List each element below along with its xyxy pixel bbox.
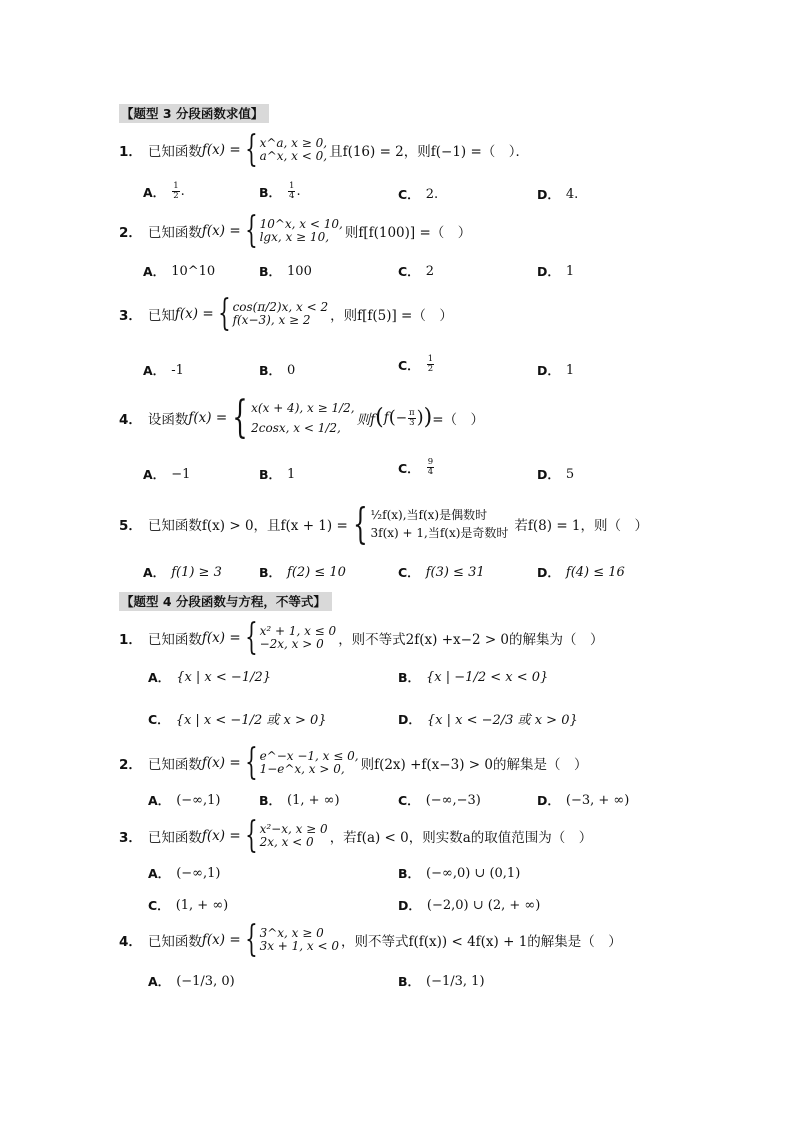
question-s4-2 — [119, 742, 588, 783]
question-prefix: 已知函数 — [147, 632, 202, 648]
option-a — [143, 563, 222, 581]
function-name: f(x) = — [201, 142, 241, 158]
option-d — [537, 361, 574, 379]
option-value: 1 — [287, 466, 296, 482]
question-number: 1． — [119, 144, 142, 160]
question-suffix: ，则不等式f(f(x)) < 4f(x) + 1的解集是（ ） — [341, 934, 622, 950]
fraction — [427, 458, 434, 477]
option-value: {x | x < −1/2 或 x > 0} — [175, 713, 327, 728]
numerator: 1 — [289, 181, 295, 191]
option-b — [398, 864, 520, 882]
option-d — [537, 465, 574, 483]
numerator: 9 — [427, 457, 434, 467]
question-suffix: 则f[f(100)] =（ ） — [344, 225, 472, 241]
option-b — [259, 791, 340, 809]
option-label: B． — [259, 264, 282, 279]
option-label: C． — [398, 460, 420, 476]
piece-row-1: cos(π/2)x, x < 2 — [232, 300, 329, 314]
question-suffix: 则f(2x) +f(x−3) > 0的解集是（ ） — [360, 757, 588, 773]
piece-row-2: 2cosx, x < 1/2, — [251, 421, 341, 435]
option-value: (1, + ∞) — [175, 897, 229, 913]
option-value: (−∞,0) ∪ (0,1) — [426, 865, 521, 881]
option-c — [398, 791, 481, 809]
question-prefix: 已知函数 — [147, 830, 202, 846]
option-c — [148, 709, 327, 728]
fraction — [427, 355, 434, 374]
denominator: 2 — [427, 364, 434, 374]
option-value: {x | x < −1/2} — [176, 669, 272, 685]
option-value: 100 — [287, 263, 312, 279]
question-2 — [119, 210, 472, 251]
option-c — [398, 185, 438, 203]
piece-row-1: x(x + 4), x ≥ 1/2, — [251, 401, 355, 415]
inner-right-paren: ) — [416, 407, 424, 428]
option-label: A． — [148, 974, 171, 989]
piece-row-1: x^a, x ≥ 0, — [259, 136, 328, 150]
option-label: D． — [537, 467, 560, 482]
question-1 — [119, 129, 530, 170]
right-paren: ) — [423, 405, 433, 430]
denominator: 4 — [289, 191, 295, 201]
option-label: A． — [148, 670, 171, 685]
piece-row-1: 3^x, x ≥ 0 — [259, 926, 324, 940]
question-suffix: ，则f[f(5)] =（ ） — [330, 308, 453, 324]
option-label: A． — [143, 264, 166, 279]
option-value: f(4) ≤ 16 — [565, 564, 625, 580]
piecewise-definition — [243, 129, 328, 170]
piece-row-2: 3x + 1, x < 0 — [259, 939, 339, 953]
option-label: C． — [148, 711, 170, 727]
piece-row-1: e^−x −1, x ≤ 0, — [259, 749, 359, 763]
option-suffix: . — [180, 184, 185, 199]
option-b — [259, 563, 346, 581]
option-label: B． — [398, 974, 421, 989]
section-title-4: 【题型 4 分段函数与方程，不等式】 — [119, 592, 332, 611]
fraction: $\frac{\pi}{3}$ — [409, 407, 415, 428]
option-label: D． — [537, 264, 560, 279]
piecewise-definition — [243, 617, 337, 658]
option-label: D． — [537, 793, 560, 808]
option-value: (−3, + ∞) — [565, 792, 630, 808]
option-value: 10^10 — [171, 263, 216, 279]
option-d — [398, 896, 540, 914]
option-c — [398, 262, 434, 280]
piecewise-definition — [243, 815, 328, 856]
piece-row-2: −2x, x > 0 — [259, 637, 324, 651]
option-suffix: . — [296, 184, 301, 199]
question-s4-1 — [119, 617, 604, 658]
option-value: 5 — [565, 466, 575, 482]
option-c — [398, 355, 435, 374]
piece-row-2: a^x, x < 0, — [259, 149, 328, 163]
option-value: (1, + ∞) — [287, 792, 340, 808]
question-prefix: 已知函数 — [147, 225, 202, 241]
piece-row-2: 1−e^x, x > 0, — [259, 762, 345, 776]
question-3 — [119, 293, 453, 334]
option-a — [148, 668, 271, 686]
question-suffix: 若f(8) = 1，则（ ） — [514, 518, 649, 534]
left-brace: { — [217, 293, 231, 334]
piecewise-definition — [216, 293, 329, 334]
question-number: 3． — [119, 308, 142, 324]
option-b — [259, 465, 295, 483]
question-suffix: 且f(16) = 2，则f(−1) =（ ）． — [329, 144, 530, 160]
option-b — [398, 668, 548, 686]
option-a — [143, 262, 215, 280]
left-paren: ( — [375, 405, 384, 430]
section-title-3: 【题型 3 分段函数求值】 — [119, 104, 269, 123]
numerator: 1 — [173, 181, 179, 191]
option-c — [398, 563, 485, 581]
function-name: f(x) = — [201, 223, 241, 239]
denominator: 2 — [173, 191, 179, 201]
option-d — [537, 185, 578, 203]
left-brace: { — [244, 815, 258, 856]
option-value: {x | x < −2/3 或 x > 0} — [426, 713, 578, 728]
piece-row-2: f(x−3), x ≥ 2 — [232, 313, 311, 327]
left-brace: { — [244, 129, 258, 170]
piecewise-definition — [350, 499, 509, 548]
piecewise-definition — [243, 919, 339, 960]
option-value: (−2,0) ∪ (2, + ∞) — [426, 897, 541, 913]
question-number: 2． — [119, 225, 142, 241]
question-prefix: 已知函数 — [147, 757, 202, 773]
function-name: f(x) = — [201, 932, 241, 948]
piecewise-definition — [243, 742, 359, 783]
option-d — [537, 563, 625, 581]
option-d — [398, 709, 578, 728]
option-value: (−∞,1) — [176, 792, 221, 808]
option-value: 1 — [565, 263, 575, 279]
option-label: B． — [398, 866, 421, 881]
piece-row-1: x² + 1, x ≤ 0 — [259, 624, 337, 638]
function-name: f(x) = — [201, 755, 241, 771]
option-label: B． — [259, 363, 282, 378]
option-label: D． — [537, 565, 560, 580]
option-label: D． — [537, 363, 560, 378]
question-s4-4 — [119, 919, 622, 960]
question-suffix-end: =（ ） — [432, 412, 485, 428]
piece-row-1: 10^x, x < 10, — [259, 217, 343, 231]
question-number: 1． — [119, 632, 142, 648]
question-prefix: 设函数 — [147, 412, 189, 428]
option-label: A． — [148, 793, 171, 808]
option-a — [148, 972, 235, 990]
option-label: A． — [143, 363, 166, 378]
question-suffix: 则f — [356, 412, 376, 428]
option-label: B． — [398, 670, 421, 685]
question-number: 5． — [119, 518, 142, 534]
left-brace: { — [244, 742, 258, 783]
option-value: (−1/3, 0) — [176, 973, 235, 989]
option-value: 0 — [287, 362, 296, 378]
question-4: 4． 设函数 f(x) = { x(x + 4), x ≥ 1/2, 2cosx, x < 1/2, 则f ( f ( − $\frac{\pi}{3}$ ) ) =（ ） — [119, 392, 485, 443]
option-b — [398, 972, 485, 990]
option-d — [537, 262, 574, 280]
option-label: A． — [148, 866, 171, 881]
fraction — [288, 182, 295, 201]
question-prefix: 已知函数 — [147, 934, 202, 950]
option-label: C． — [398, 264, 420, 279]
inner-left-paren: ( — [388, 407, 396, 428]
option-label: B． — [259, 184, 282, 200]
option-label: C． — [398, 793, 420, 808]
question-number: 4． — [119, 934, 142, 950]
option-b — [259, 262, 312, 280]
function-name: f(x) = — [201, 630, 241, 646]
option-value: f(2) ≤ 10 — [287, 564, 346, 580]
option-label: B． — [259, 565, 282, 580]
option-a — [143, 361, 184, 379]
option-a — [143, 182, 185, 201]
option-label: C． — [148, 898, 170, 913]
piece-row-1: x²−x, x ≥ 0 — [259, 822, 328, 836]
option-label: D． — [537, 187, 560, 202]
option-a — [148, 791, 220, 809]
numerator: 1 — [427, 354, 434, 364]
option-b — [259, 182, 301, 201]
piecewise-definition — [243, 210, 343, 251]
option-value: 2. — [425, 186, 439, 202]
option-label: A． — [143, 565, 166, 580]
left-brace: { — [352, 499, 368, 548]
option-b — [259, 361, 295, 379]
question-number: 4． — [119, 412, 142, 428]
function-name: f(x) = — [188, 410, 228, 426]
question-prefix: 已知 — [147, 308, 175, 324]
option-value: 4. — [565, 186, 579, 202]
question-suffix: ，若f(a) < 0，则实数a的取值范围为（ ） — [329, 830, 593, 846]
option-value: 2 — [425, 263, 434, 279]
function-name: f(x) = — [174, 306, 214, 322]
option-value: f(1) ≥ 3 — [171, 564, 222, 580]
option-label: B． — [259, 793, 282, 808]
option-d — [537, 791, 629, 809]
question-s4-3 — [119, 815, 593, 856]
option-label: C． — [398, 357, 420, 373]
denominator: 4 — [427, 467, 434, 477]
option-label: C． — [398, 565, 420, 580]
piece-row-2: 3f(x) + 1,当f(x)是奇数时 — [370, 526, 509, 540]
option-label: C． — [398, 187, 420, 202]
option-c — [398, 458, 435, 477]
option-value: 1 — [565, 362, 575, 378]
question-number: 3． — [119, 830, 142, 846]
piece-row-1: ½f(x),当f(x)是偶数时 — [370, 508, 488, 522]
option-label: D． — [398, 711, 421, 727]
left-brace: { — [244, 210, 258, 251]
option-value: (−∞,−3) — [425, 792, 481, 808]
question-suffix: ，则不等式2f(x) +x−2 > 0的解集为（ ） — [338, 632, 604, 648]
question-prefix: 已知函数 — [147, 144, 202, 160]
option-value: f(3) ≤ 31 — [425, 564, 485, 580]
fraction — [172, 182, 179, 201]
question-prefix: 已知函数f(x) > 0，且f(x + 1) = — [147, 518, 348, 534]
option-label: A． — [143, 184, 166, 200]
piece-row-2: 2x, x < 0 — [259, 835, 314, 849]
option-value: {x | −1/2 < x < 0} — [426, 669, 549, 685]
option-label: D． — [398, 898, 421, 913]
question-number: 2． — [119, 757, 142, 773]
option-label: B． — [259, 467, 282, 482]
left-brace: { — [244, 617, 258, 658]
option-a — [143, 465, 190, 483]
option-c — [148, 896, 228, 914]
option-value: −1 — [171, 466, 191, 482]
left-brace: { — [232, 392, 248, 443]
piece-row-2: lgx, x ≥ 10, — [259, 230, 330, 244]
piecewise-definition — [229, 392, 355, 443]
option-value: (−∞,1) — [176, 865, 221, 881]
option-value: -1 — [171, 362, 184, 378]
option-value: (−1/3, 1) — [426, 973, 485, 989]
option-label: A． — [143, 467, 166, 482]
question-5 — [119, 499, 649, 548]
function-name: f(x) = — [201, 828, 241, 844]
option-a — [148, 864, 220, 882]
left-brace: { — [244, 919, 258, 960]
